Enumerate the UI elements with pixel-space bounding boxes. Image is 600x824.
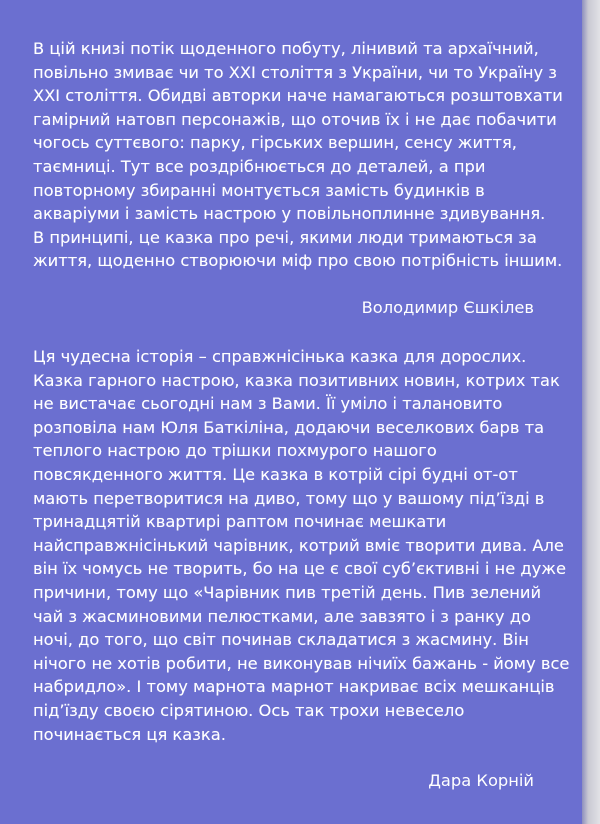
text-line: таємниці. Тут все роздрібнюється до деталей, а при	[33, 156, 486, 176]
text-line: Казка гарного настрою, казка позитивних новин, котрих так	[33, 370, 560, 390]
text-line: акваріуми і замість настрою у повільноплинне здивування.	[33, 204, 546, 224]
text-line: він їх чомусь не творить, бо на це є свої суб’єктивні і не дуже	[33, 559, 566, 579]
text-line: чогось суттєвого: парку, гірських вершин, сенсу життя,	[33, 133, 517, 153]
text-line: життя, щоденно створюючи міф про свою потрібність іншим.	[33, 251, 563, 271]
text-line: В цій книзі потік щоденного побуту, лінивий та архаїчний,	[33, 39, 539, 58]
text-line: гамірний натовп персонажів, що оточив їх і не дає побачити	[33, 109, 557, 129]
text-line: В принципі, це казка про речі, якими люди тримаються за	[33, 227, 537, 247]
signature-1: Володимир Єшкілев	[361, 298, 534, 317]
signature-2: Дара Корній	[428, 771, 534, 790]
review-text-1	[33, 37, 563, 273]
text-line: чай з жасминовими пелюстками, але завзято і з ранку до	[33, 606, 531, 626]
text-line: найсправжнісінький чарівник, котрий вміє творити дива. Але	[33, 535, 564, 555]
text-line: ХХІ століття. Обидві авторки наче намагаються розштовхати	[33, 86, 563, 106]
text-line: повторному збиранні монтується замість будинків в	[33, 180, 485, 200]
text-line: починається ця казка.	[33, 724, 226, 744]
text-line: тринадцятій квартирі раптом починає мешкати	[33, 512, 447, 532]
text-line: ночі, до того, що світ починав складатися з жасмину. Він	[33, 630, 529, 650]
page-edge	[582, 0, 600, 824]
review-text-2	[33, 345, 570, 746]
text-line: теплого настрою до трішки похмурого нашого	[33, 441, 437, 461]
text-line: повільно змиває чи то ХХІ століття з України, чи то Україну з	[33, 62, 557, 82]
text-line: причини, тому що «Чарівник пив третій день. Пив зелений	[33, 582, 542, 602]
text-line: мають перетворитися на диво, тому що у вашому під’їзді в	[33, 488, 545, 508]
text-line: повсякденного життя. Це казка в котрій сірі будні от-от	[33, 464, 518, 484]
text-line: розповіла нам Юля Баткіліна, додаючи веселкових барв та	[33, 417, 545, 437]
text-line: не вистачає сьогодні нам з Вами. Її уміло і талановито	[33, 394, 503, 414]
text-line: нічого не хотів робити, не виконував нічиїх бажань - йому все	[33, 653, 570, 673]
text-line: набридло». І тому марнота марнот накриває всіх мешканців	[33, 677, 555, 697]
text-line: під’їзду своєю сірятиною. Ось так трохи невесело	[33, 700, 465, 720]
text-line: Ця чудесна історія – справжнісінька казка для дорослих.	[33, 347, 527, 366]
